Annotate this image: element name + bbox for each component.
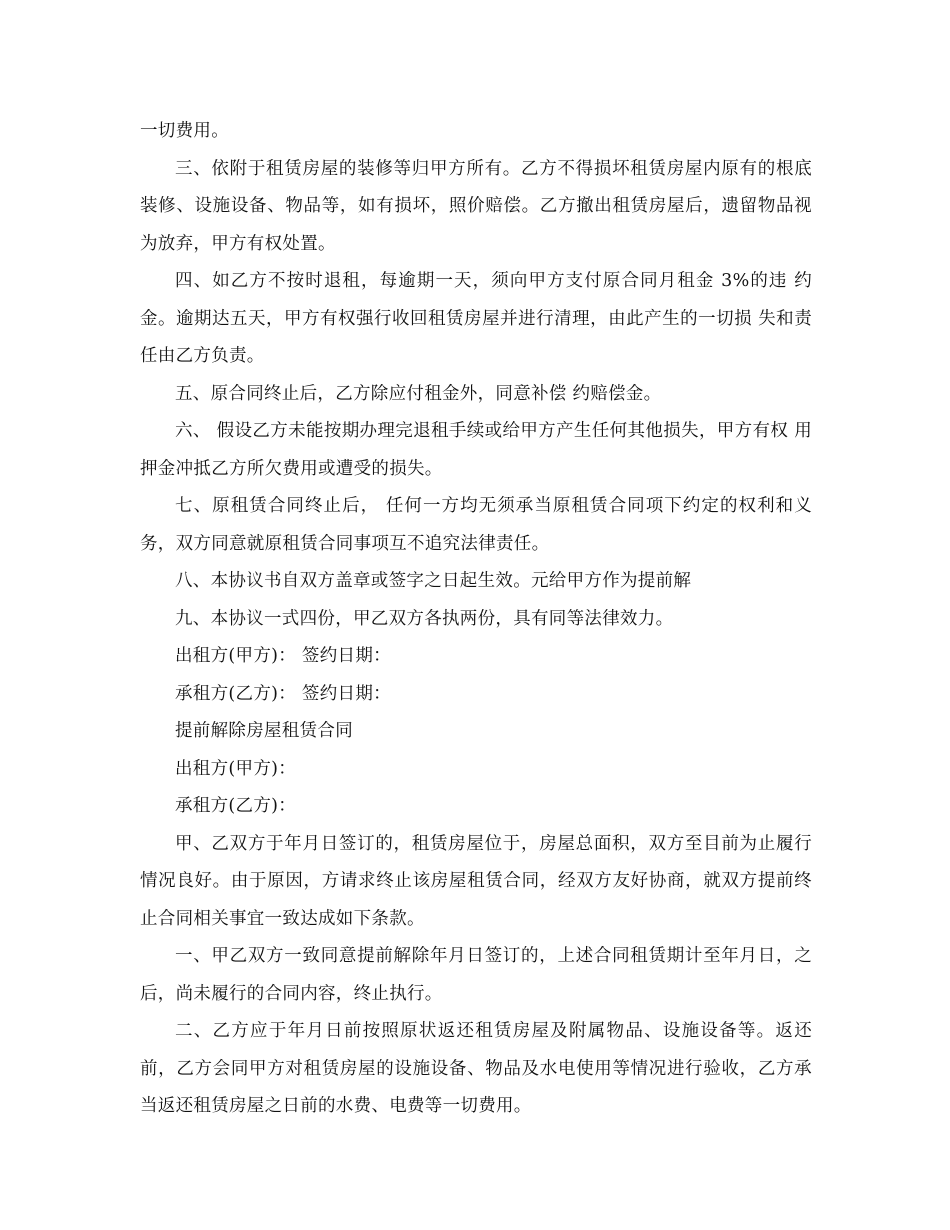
paragraph-continuation: 一切费用。 bbox=[140, 121, 229, 141]
paragraph-clause-8: 八、本协议书自双方盖章或签字之日起生效。元给甲方作为提前解 bbox=[175, 571, 692, 591]
party-lessee: 承租方(乙方)： bbox=[175, 796, 297, 816]
paragraph-clause-5: 五、原合同终止后，乙方除应付租金外，同意补偿 约赔偿金。 bbox=[175, 383, 662, 404]
paragraph-clause-6: 六、 假设乙方未能按期办理完退租手续或给甲方产生任何其他损失，甲方有权 用押金冲抵乙方所欠费用或遭受的损失。 bbox=[140, 421, 812, 479]
signature-lessor-line: 出租方(甲方)： 签约日期： bbox=[175, 646, 391, 666]
party-lessor: 出租方(甲方)： bbox=[175, 758, 297, 779]
paragraph-clause-2: 二、乙方应于年月日前按照原状返还租赁房屋及附属物品、设施设备等。返还前，乙方会同甲方对租赁房屋的设施设备、物品及水电使用等情况进行验收，乙方承当返还租赁房屋之日前的水费、电费等一切费用。 bbox=[140, 1021, 812, 1116]
paragraph-clause-4: 四、如乙方不按时退租，每逾期一天，须向甲方支付原合同月租金 3%的违 约金。逾期达五天，甲方有权强行收回租赁房屋并进行清理，由此产生的一切损 失和责任由乙方负责。 bbox=[140, 271, 812, 366]
paragraph-preamble: 甲、乙双方于年月日签订的，租赁房屋位于，房屋总面积，双方至目前为止履行情况良好。由于原因，方请求终止该房屋租赁合同，经双方友好协商，就双方提前终止合同相关事宜一致达成如下条款。 bbox=[140, 833, 812, 929]
paragraph-clause-3: 三、依附于租赁房屋的装修等归甲方所有。乙方不得损坏租赁房屋内原有的根底装修、设施设备、物品等，如有损坏，照价赔偿。乙方撤出租赁房屋后，遗留物品视为放弃，甲方有权处置。 bbox=[140, 158, 812, 254]
signature-lessee-line: 承租方(乙方)： 签约日期： bbox=[175, 683, 391, 704]
contract-title: 提前解除房屋租赁合同 bbox=[175, 721, 353, 741]
paragraph-clause-1: 一、甲乙双方一致同意提前解除年月日签订的，上述合同租赁期计至年月日，之后，尚未履行的合同内容，终止执行。 bbox=[140, 946, 812, 1004]
paragraph-clause-9: 九、本协议一式四份，甲乙双方各执两份，具有同等法律效力。 bbox=[175, 608, 674, 629]
document-body bbox=[140, 113, 812, 1126]
paragraph-clause-7: 七、原租赁合同终止后， 任何一方均无须承当原租赁合同项下约定的权利和义务，双方同意就原租赁合同事项互不追究法律责任。 bbox=[140, 496, 812, 554]
